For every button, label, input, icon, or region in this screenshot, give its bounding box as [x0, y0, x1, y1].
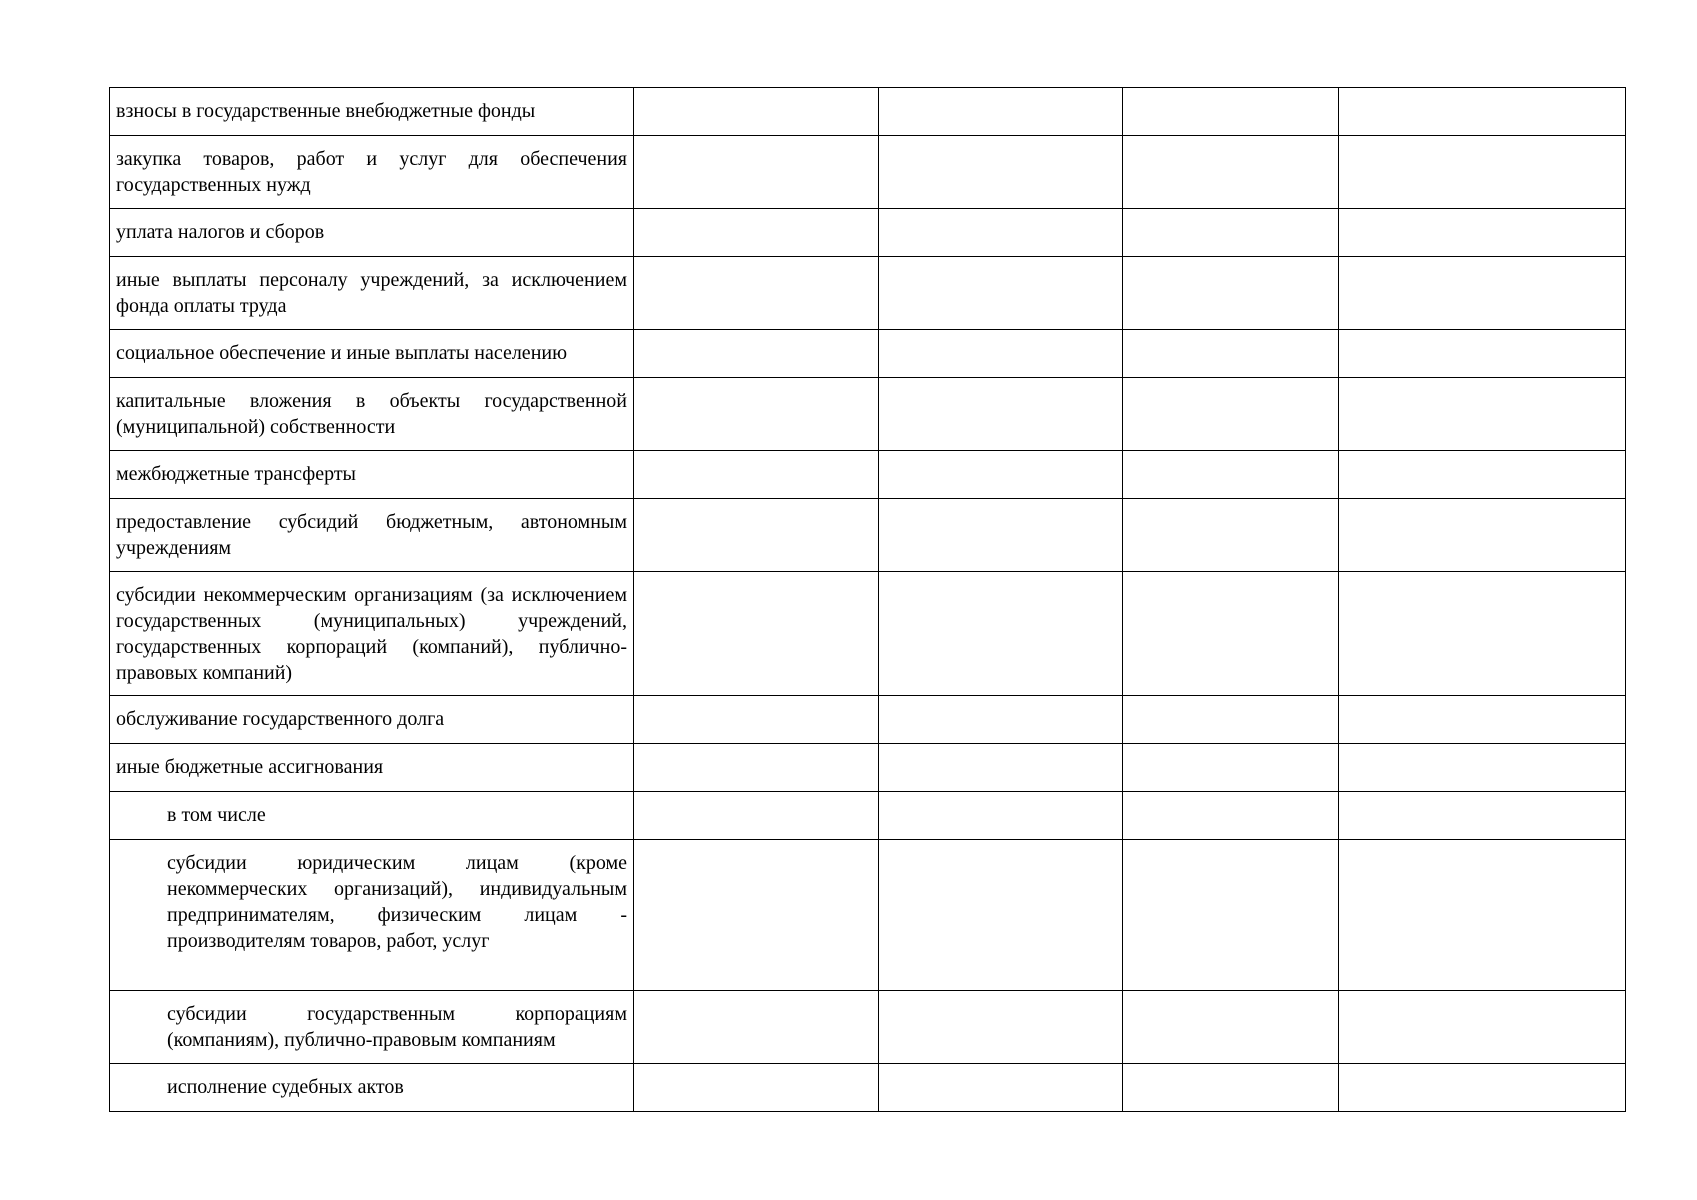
value-cell	[634, 696, 879, 744]
value-cell	[1339, 1064, 1626, 1112]
value-cell	[1339, 991, 1626, 1064]
value-cell	[634, 572, 879, 696]
value-cell	[1339, 88, 1626, 136]
value-cell	[1339, 572, 1626, 696]
value-cell	[634, 840, 879, 991]
row-label-cell: иные бюджетные ассигнования	[110, 744, 634, 792]
value-cell	[1339, 696, 1626, 744]
table-row	[110, 378, 1626, 451]
table-row	[110, 257, 1626, 330]
value-cell	[634, 792, 879, 840]
value-cell	[1123, 840, 1339, 991]
value-cell	[1339, 209, 1626, 257]
table-row	[110, 696, 1626, 744]
value-cell	[1123, 451, 1339, 499]
value-cell	[879, 696, 1123, 744]
value-cell	[879, 792, 1123, 840]
value-cell	[1123, 792, 1339, 840]
value-cell	[879, 499, 1123, 572]
value-cell	[879, 1064, 1123, 1112]
value-cell	[1123, 572, 1339, 696]
row-label-cell: иные выплаты персоналу учреждений, за исключением фонда оплаты труда	[110, 257, 634, 330]
value-cell	[1339, 840, 1626, 991]
value-cell	[1339, 257, 1626, 330]
row-label-cell: в том числе	[110, 792, 634, 840]
value-cell	[1339, 378, 1626, 451]
value-cell	[634, 451, 879, 499]
value-cell	[1123, 696, 1339, 744]
row-label-cell: взносы в государственные внебюджетные фонды	[110, 88, 634, 136]
value-cell	[1339, 330, 1626, 378]
row-label-cell: закупка товаров, работ и услуг для обеспечения государственных нужд	[110, 136, 634, 209]
value-cell	[1123, 499, 1339, 572]
row-label-cell: исполнение судебных актов	[110, 1064, 634, 1112]
table-row	[110, 451, 1626, 499]
table-row	[110, 840, 1626, 991]
value-cell	[1123, 991, 1339, 1064]
value-cell	[634, 209, 879, 257]
value-cell	[1339, 499, 1626, 572]
value-cell	[634, 378, 879, 451]
table-row	[110, 499, 1626, 572]
row-label-cell: предоставление субсидий бюджетным, автономным учреждениям	[110, 499, 634, 572]
value-cell	[879, 991, 1123, 1064]
table-row	[110, 88, 1626, 136]
row-label-cell: социальное обеспечение и иные выплаты населению	[110, 330, 634, 378]
row-label-cell: обслуживание государственного долга	[110, 696, 634, 744]
value-cell	[879, 572, 1123, 696]
table-row	[110, 572, 1626, 696]
value-cell	[634, 499, 879, 572]
value-cell	[879, 257, 1123, 330]
value-cell	[1123, 330, 1339, 378]
value-cell	[634, 257, 879, 330]
value-cell	[634, 330, 879, 378]
value-cell	[634, 1064, 879, 1112]
value-cell	[879, 330, 1123, 378]
table-body	[110, 88, 1626, 1112]
value-cell	[1123, 209, 1339, 257]
value-cell	[879, 451, 1123, 499]
row-label-cell: межбюджетные трансферты	[110, 451, 634, 499]
value-cell	[879, 378, 1123, 451]
row-label-cell: субсидии некоммерческим организациям (за исключением государственных (муниципальных) учреждений, государственных корпораций (компаний), публично-правовых компаний)	[110, 572, 634, 696]
value-cell	[1339, 451, 1626, 499]
value-cell	[1339, 792, 1626, 840]
table-row	[110, 330, 1626, 378]
table-row	[110, 792, 1626, 840]
table-row	[110, 136, 1626, 209]
row-label-cell: субсидии государственным корпорациям (компаниям), публично-правовым компаниям	[110, 991, 634, 1064]
value-cell	[879, 209, 1123, 257]
value-cell	[1123, 744, 1339, 792]
row-label-cell: уплата налогов и сборов	[110, 209, 634, 257]
value-cell	[1123, 1064, 1339, 1112]
table-row	[110, 744, 1626, 792]
table-row	[110, 1064, 1626, 1112]
value-cell	[879, 136, 1123, 209]
value-cell	[1339, 744, 1626, 792]
value-cell	[879, 840, 1123, 991]
value-cell	[1123, 257, 1339, 330]
value-cell	[879, 88, 1123, 136]
table-row	[110, 991, 1626, 1064]
value-cell	[634, 136, 879, 209]
value-cell	[1339, 136, 1626, 209]
value-cell	[1123, 136, 1339, 209]
value-cell	[634, 744, 879, 792]
row-label-cell: капитальные вложения в объекты государственной (муниципальной) собственности	[110, 378, 634, 451]
budget-allocation-table	[109, 87, 1626, 1112]
value-cell	[1123, 88, 1339, 136]
table-row	[110, 209, 1626, 257]
value-cell	[1123, 378, 1339, 451]
value-cell	[634, 88, 879, 136]
value-cell	[879, 744, 1123, 792]
row-label-cell: субсидии юридическим лицам (кроме некоммерческих организаций), индивидуальным предпринимателям, физическим лицам - производителям товаров, работ, услуг	[110, 840, 634, 991]
value-cell	[634, 991, 879, 1064]
